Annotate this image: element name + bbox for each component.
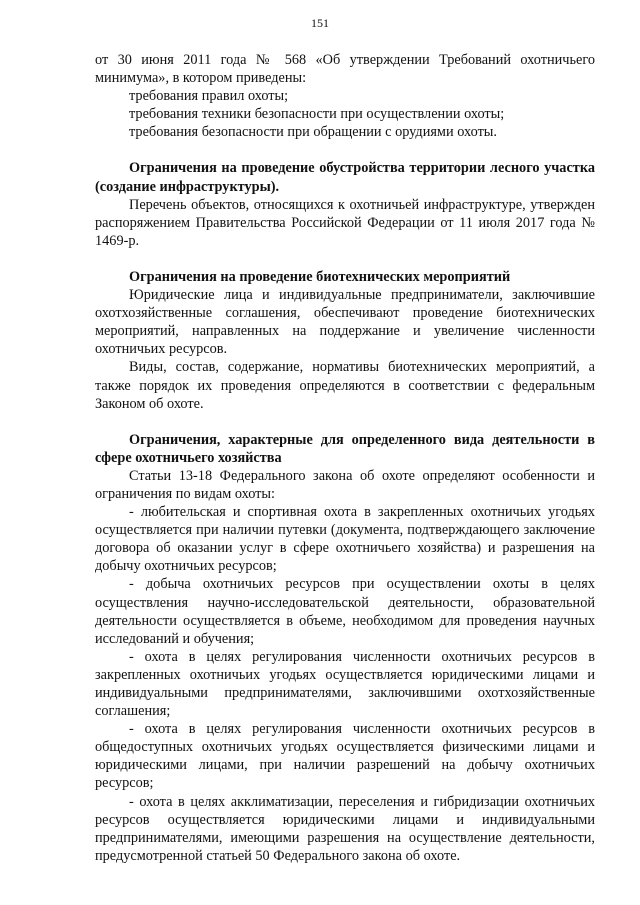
intro-list-item: требования техники безопасности при осуществлении охоты; (129, 106, 505, 123)
list-paragraph: - любительская и спортивная охота в закрепленных охотничьих угодьях осуществляется при наличии путевки (документа, подтверждающего заключение договора об оказании услуг в сфере охотничьего хозяйства) и разрешения на добычу охотничьих ресурсов; (95, 504, 595, 575)
intro-paragraph: от 30 июня 2011 года № 568 «Об утверждении Требований охотничьего минимума», в котором приведены: (95, 52, 595, 87)
intro-list-item: требования правил охоты; (129, 88, 289, 105)
list-paragraph: - охота в целях регулирования численности охотничьих ресурсов в общедоступных охотничьих угодьях осуществляется физическими лицами и юридическими лицами, при наличии разрешений на добычу охотничьих ресурсов; (95, 721, 595, 792)
page-number: 151 (311, 16, 329, 30)
page-content (95, 51, 595, 865)
body-paragraph: Статьи 13-18 Федерального закона об охоте определяют особенности и ограничения по видам охоты: (95, 467, 595, 502)
list-paragraph: - добыча охотничьих ресурсов при осуществлении охоты в целях осуществления научно-исследовательской деятельности, образовательной деятельности осуществляется в объеме, необходимом для проведения научных исследований и обучения; (95, 576, 595, 647)
section-heading: Ограничения на проведение биотехнических мероприятий (129, 268, 511, 285)
body-paragraph: Юридические лица и индивидуальные предприниматели, заключившие охотхозяйственные соглашения, обеспечивают проведение биотехнических мероприятий, направленных на поддержание и увеличение численности охотничьих ресурсов. (95, 287, 595, 358)
intro-list-item: требования безопасности при обращении с орудиями охоты. (129, 124, 497, 141)
section-heading: Ограничения, характерные для определенного вида деятельности в сфере охотничьего хозяйства (95, 431, 595, 466)
list-paragraph: - охота в целях акклиматизации, переселения и гибридизации охотничьих ресурсов осуществляется юридическими лицами и индивидуальными предпринимателями, имеющими разрешения на осуществление деятельности, предусмотренной статьей 50 Федерального закона об охоте. (95, 793, 595, 864)
section-heading: Ограничения на проведение обустройства территории лесного участка (создание инфраструктуры). (95, 160, 595, 195)
body-paragraph: Перечень объектов, относящихся к охотничьей инфраструктуре, утвержден распоряжением Правительства Российской Федерации от 11 июля 2017 года № 1469-р. (95, 196, 595, 249)
list-paragraph: - охота в целях регулирования численности охотничьих ресурсов в закрепленных охотничьих угодьях осуществляется юридическими лицами и индивидуальными предпринимателями, заключившими охотхозяйственные соглашения; (95, 648, 595, 720)
body-paragraph: Виды, состав, содержание, нормативы биотехнических мероприятий, а также порядок их проведения определяются в соответствии с федеральным Законом об охоте. (95, 359, 595, 412)
